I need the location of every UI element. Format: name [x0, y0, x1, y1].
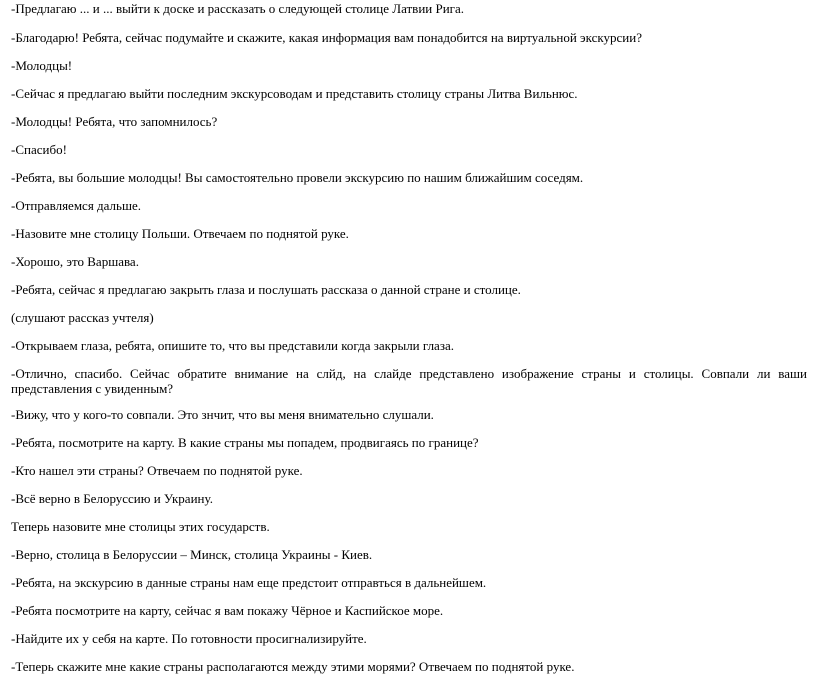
paragraph-6: -Спасибо!: [11, 142, 67, 157]
paragraph-15: -Вижу, что у кого-то совпали. Это знчит, что вы меня внимательно слушали.: [11, 407, 434, 422]
paragraph-18: -Всё верно в Белоруссию и Украину.: [11, 491, 213, 506]
paragraph-16: -Ребята, посмотрите на карту. В какие страны мы попадем, продвигаясь по границе?: [11, 435, 479, 450]
paragraph-20: -Верно, столица в Белоруссии – Минск, столица Украины - Киев.: [11, 547, 373, 562]
paragraph-17: -Кто нашел эти страны? Отвечаем по поднятой руке.: [11, 463, 303, 478]
paragraph-9: -Назовите мне столицу Польши. Отвечаем по поднятой руке.: [11, 226, 349, 241]
paragraph-13: -Открываем глаза, ребята, опишите то, что вы представили когда закрыли глаза.: [11, 338, 454, 353]
paragraph-8: -Отправляемся дальше.: [11, 198, 141, 213]
paragraph-21: -Ребята, на экскурсию в данные страны нам еще предстоит отправться в дальнейшем.: [11, 575, 487, 590]
paragraph-3: -Молодцы!: [11, 58, 73, 73]
paragraph-23: -Найдите их у себя на карте. По готовности просигнализируйте.: [11, 631, 367, 646]
paragraph-2: -Благодарю! Ребята, сейчас подумайте и скажите, какая информация вам понадобится на виртуальной экскурсии?: [11, 30, 642, 45]
paragraph-5: -Молодцы! Ребята, что запомнилось?: [11, 114, 218, 129]
paragraph-24: -Теперь скажите мне какие страны располагаются между этими морями? Отвечаем по поднятой руке.: [11, 659, 575, 674]
paragraph-14: -Отлично, спасибо. Сейчас обратите внимание на слйд, на слайде представлено изображение страны и столицы. Совпали ли ваши представления с увиденным?: [11, 366, 807, 396]
paragraph-4: -Сейчас я предлагаю выйти последним экскурсоводам и представить столицу страны Литва Вильнюс.: [11, 86, 578, 101]
paragraph-10: -Хорошо, это Варшава.: [11, 254, 139, 269]
paragraph-19: Теперь назовите мне столицы этих государств.: [11, 519, 270, 534]
paragraph-7: -Ребята, вы большие молодцы! Вы самостоятельно провели экскурсию по нашим ближайшим соседям.: [11, 170, 584, 185]
paragraph-1: -Предлагаю ... и ... выйти к доске и рассказать о следующей столице Латвии Рига.: [11, 1, 465, 16]
paragraph-12: (слушают рассказ учтеля): [11, 310, 154, 325]
paragraph-11: -Ребята, сейчас я предлагаю закрыть глаза и послушать рассказа о данной стране и столице.: [11, 282, 521, 297]
paragraph-22: -Ребята посмотрите на карту, сейчас я вам покажу Чёрное и Каспийское море.: [11, 603, 444, 618]
